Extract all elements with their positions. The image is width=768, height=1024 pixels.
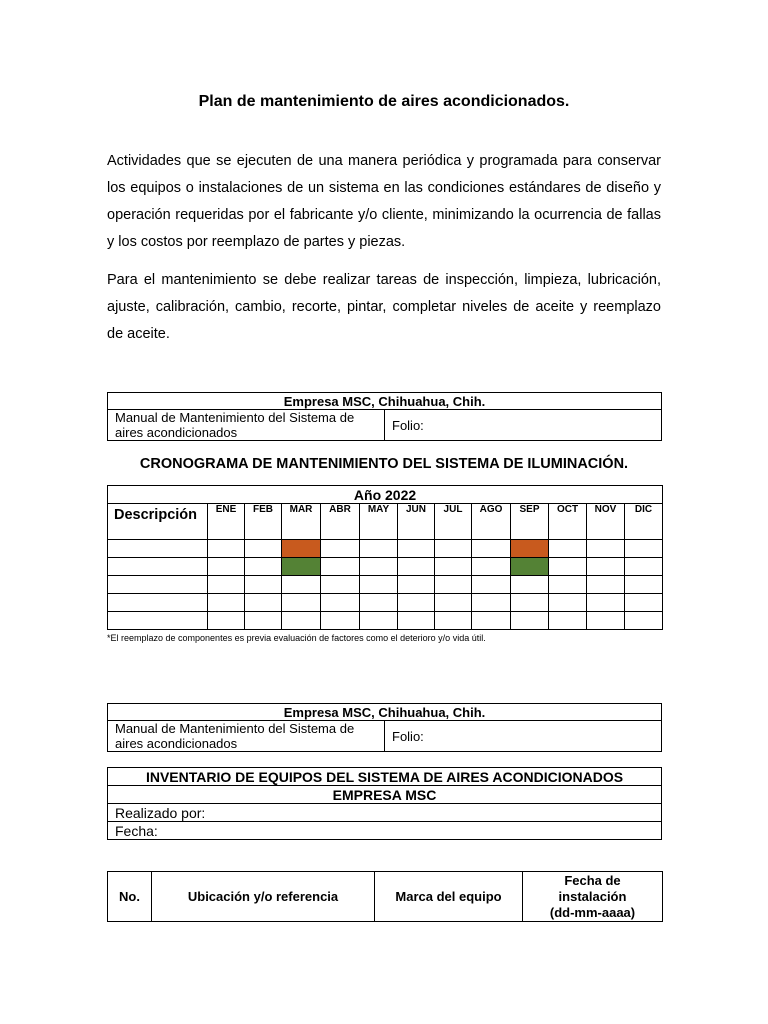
- column-no: No.: [108, 872, 152, 922]
- inventory-header-table: [107, 767, 662, 840]
- year-label: Año 2022: [108, 486, 663, 504]
- fecha-field: Fecha:: [108, 822, 662, 840]
- schedule-row: [108, 576, 663, 594]
- fecha-line-3: (dd-mm-aaaa): [549, 904, 636, 920]
- description-header: Descripción: [108, 504, 208, 540]
- maintenance-paragraph: Para el mantenimiento se debe realizar tareas de inspección, limpieza, lubricación, ajuste, calibración, cambio, recorte, pintar, completar niveles de aceite y reemplazo de aceite.: [107, 272, 661, 342]
- company-name: Empresa MSC, Chihuahua, Chih.: [108, 393, 662, 410]
- inventory-columns-table: [107, 871, 663, 922]
- page-title: Plan de mantenimiento de aires acondicionados.: [198, 93, 570, 110]
- month-header: DIC: [625, 504, 663, 540]
- month-header: ABR: [321, 504, 360, 540]
- fecha-line-1: Fecha de: [564, 872, 621, 888]
- month-header: JUL: [435, 504, 472, 540]
- month-header: MAY: [360, 504, 398, 540]
- manual-title: Manual de Mantenimiento del Sistema de aires acondicionados: [108, 410, 385, 441]
- schedule-row: [108, 540, 663, 558]
- month-header: MAR: [282, 504, 321, 540]
- schedule-footnote: *El reemplazo de componentes es previa evaluación de factores como el deterioro y/o vida útil.: [107, 633, 486, 643]
- inventory-company: EMPRESA MSC: [108, 786, 662, 804]
- column-marca: Marca del equipo: [375, 872, 523, 922]
- scheduled-cell-orange: [282, 540, 321, 558]
- column-ubicacion: Ubicación y/o referencia: [152, 872, 375, 922]
- month-header: SEP: [511, 504, 549, 540]
- column-fecha-instalacion: [523, 872, 663, 922]
- inventory-title: INVENTARIO DE EQUIPOS DEL SISTEMA DE AIRES ACONDICIONADOS: [108, 768, 662, 786]
- month-header: FEB: [245, 504, 282, 540]
- scheduled-cell-orange: [511, 540, 549, 558]
- realizado-por-field: Realizado por:: [108, 804, 662, 822]
- month-header: JUN: [398, 504, 435, 540]
- schedule-row: [108, 612, 663, 630]
- manual-title: Manual de Mantenimiento del Sistema de aires acondicionados: [108, 721, 385, 752]
- month-header: NOV: [587, 504, 625, 540]
- intro-paragraph: Actividades que se ejecuten de una manera periódica y programada para conservar los equipos o instalaciones de un sistema en las condiciones estándares de diseño y operación requeridas por el fabricante y/o cliente, minimizando la ocurrencia de fallas y los costos por reemplazo de partes y piezas.: [107, 153, 661, 250]
- company-header-2: [107, 703, 662, 752]
- company-name: Empresa MSC, Chihuahua, Chih.: [108, 704, 662, 721]
- month-header: AGO: [472, 504, 511, 540]
- scheduled-cell-green: [511, 558, 549, 576]
- schedule-row: [108, 558, 663, 576]
- schedule-row: [108, 594, 663, 612]
- fecha-line-2: instalación: [558, 888, 627, 904]
- scheduled-cell-green: [282, 558, 321, 576]
- month-header: OCT: [549, 504, 587, 540]
- folio-label: Folio:: [385, 410, 662, 441]
- month-header: ENE: [208, 504, 245, 540]
- schedule-title: CRONOGRAMA DE MANTENIMIENTO DEL SISTEMA DE ILUMINACIÓN.: [139, 456, 629, 472]
- maintenance-schedule-table: [107, 485, 663, 630]
- folio-label: Folio:: [385, 721, 662, 752]
- company-header-1: [107, 392, 662, 441]
